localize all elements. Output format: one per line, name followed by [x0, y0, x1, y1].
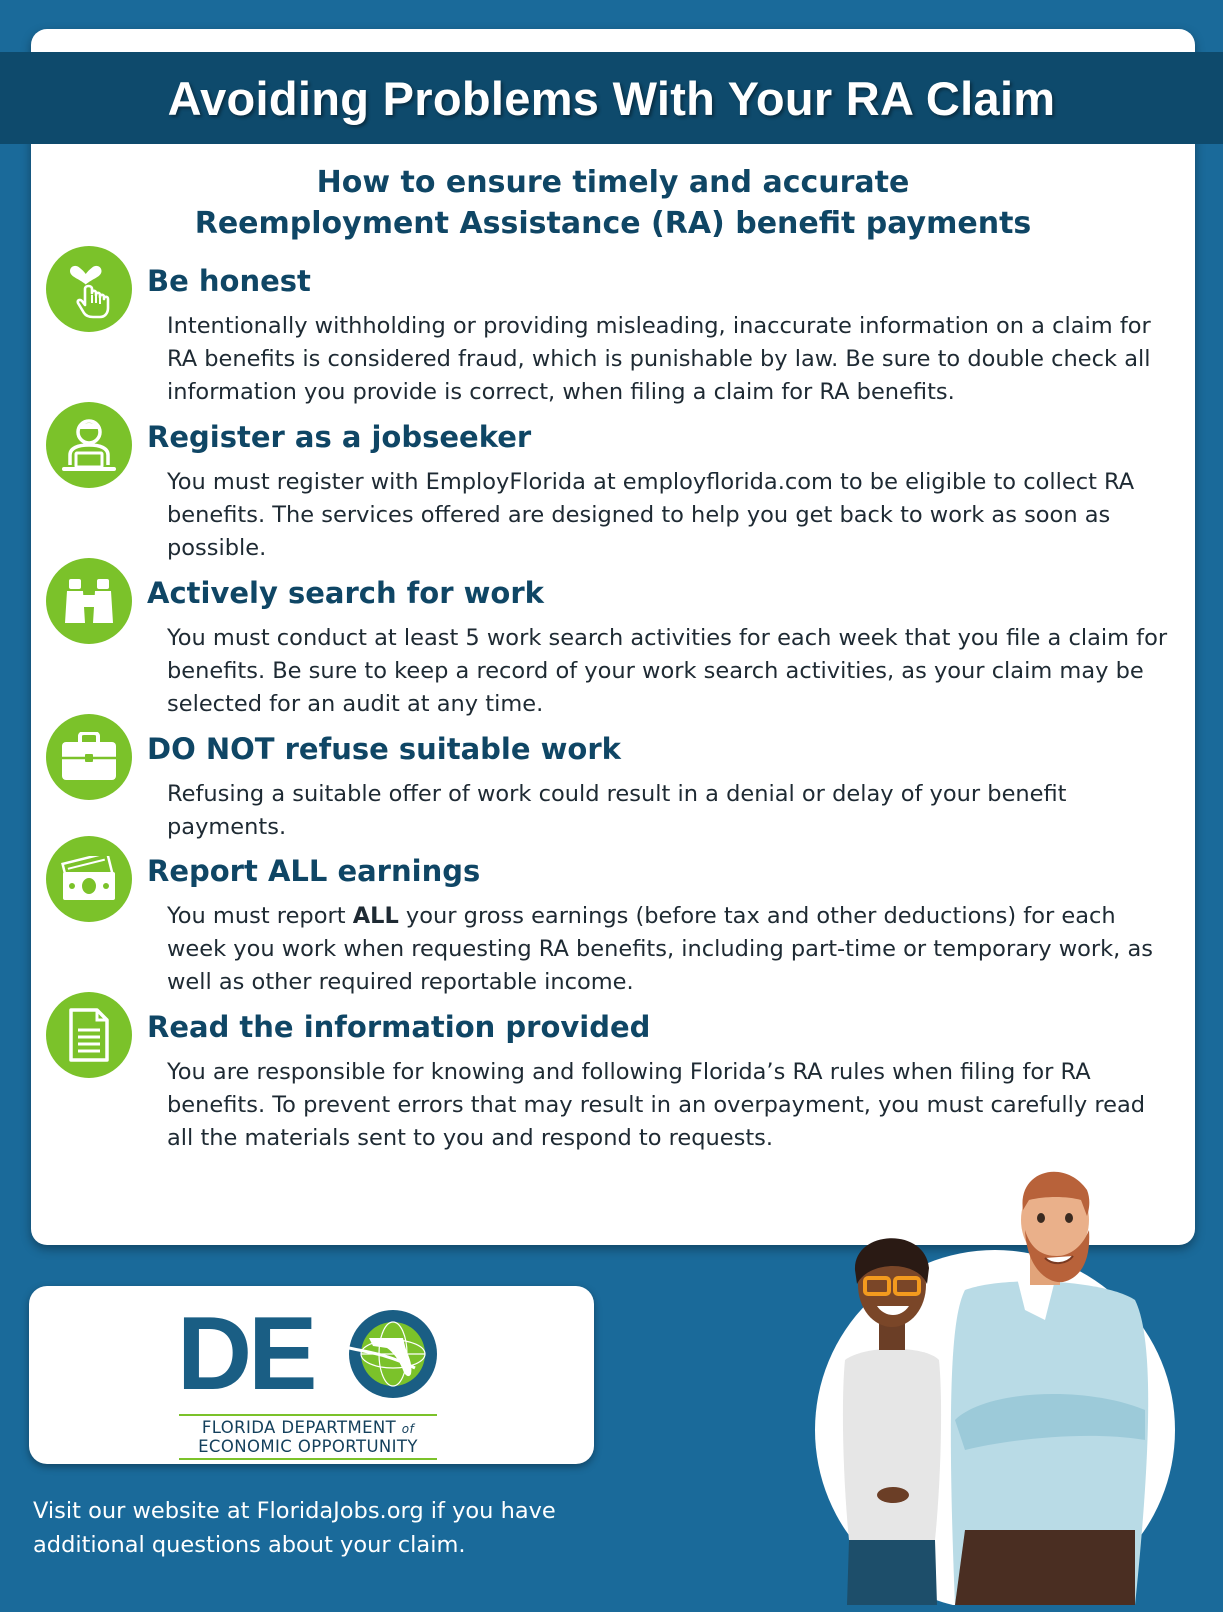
tip-body: You are responsible for knowing and following Florida’s RA rules when filing for RA benefits. To prevent errors that may result in an overpayment, you must carefully read all the materials sent to you and respond to requests. — [167, 1059, 1146, 1151]
deo-logo-letters: DE — [177, 1296, 314, 1412]
briefcase-icon — [46, 714, 132, 800]
tip-title: Be honest — [147, 264, 311, 298]
logo-divider — [179, 1414, 437, 1416]
tip-body — [167, 900, 1177, 999]
binoculars-icon — [46, 558, 132, 644]
globe-icon — [347, 1308, 439, 1400]
tip-body: Intentionally withholding or providing misleading, inaccurate information on a claim for RA benefits is considered fraud, which is punishable by law. Be sure to double check all information you provide is correct, when filing a claim for RA benefits. — [167, 313, 1151, 405]
footer-text: Visit our website at FloridaJobs.org if you have additional questions about your claim. — [33, 1498, 556, 1558]
tip-body-emphasis: ALL — [352, 903, 399, 929]
tip-body-text: You must report — [167, 903, 353, 929]
tip-title: DO NOT refuse suitable work — [147, 732, 621, 766]
tip-body: You must conduct at least 5 work search activities for each week that you file a claim for benefits. Be sure to keep a record of your work search activities, as your claim may be selected for an audit at any time. — [167, 625, 1168, 717]
logo-line-1-text: FLORIDA DEPARTMENT — [201, 1418, 402, 1437]
document-icon — [46, 992, 132, 1078]
subtitle — [31, 162, 1195, 244]
tip-title: Read the information provided — [147, 1010, 651, 1044]
tip-body: Refusing a suitable offer of work could result in a denial or delay of your benefit payments. — [167, 781, 1067, 840]
page-title: Avoiding Problems With Your RA Claim — [167, 71, 1056, 125]
logo-line-1 — [175, 1418, 441, 1437]
tip-title: Actively search for work — [147, 576, 544, 610]
heart-hand-icon — [46, 246, 132, 332]
logo-line-2: ECONOMIC OPPORTUNITY — [198, 1437, 418, 1456]
logo-divider — [179, 1458, 437, 1460]
title-banner — [0, 52, 1223, 144]
tip-title: Register as a jobseeker — [147, 420, 532, 454]
jobseeker-icon — [46, 402, 132, 488]
tip-body: You must register with EmployFlorida at employflorida.com to be eligible to collect RA benefits. The services offered are designed to help you get back to work as soon as possible. — [167, 469, 1135, 561]
subtitle-line-2: Reemployment Assistance (RA) benefit payments — [194, 206, 1032, 241]
subtitle-line-1: How to ensure timely and accurate — [316, 165, 910, 200]
deo-logo-card — [29, 1286, 594, 1464]
logo-line-1-of: of — [401, 1422, 415, 1436]
people-illustration — [805, 1160, 1185, 1605]
money-icon — [46, 836, 132, 922]
tip-title: Report ALL earnings — [147, 854, 481, 888]
tip-body-text: your gross earnings (before tax and other deductions) for each week you work when requesting RA benefits, including part-time or temporary work, as well as other required reportable income. — [167, 903, 1153, 995]
